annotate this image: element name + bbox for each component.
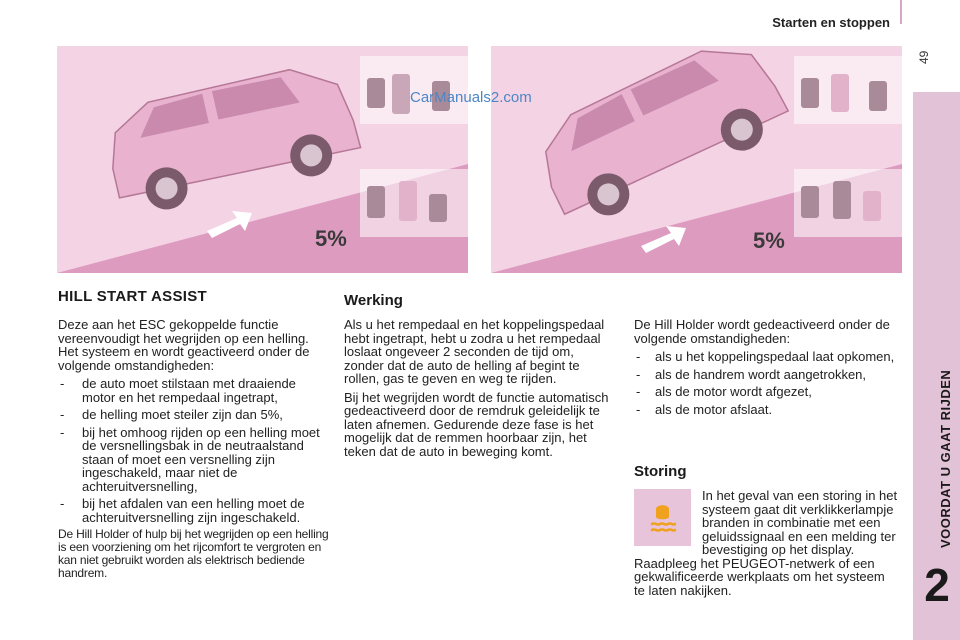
activation-conditions-list: [58, 377, 330, 524]
chapter-title: VOORDAT U GAAT RIJDEN: [938, 369, 953, 548]
downhill-illustration: [491, 46, 902, 273]
watermark-link[interactable]: CarManuals2.com: [410, 89, 532, 106]
chapter-number: 2: [924, 559, 950, 611]
werking-paragraph-2: Bij het wegrijden wordt de functie automatisch gedeactiveerd door de remdruk geleidelijk te laten afnemen. Gedurende deze fase is het mogelijk dat de remmen hoorbaar zijn, het teken dat de auto in beweging komt.: [344, 389, 609, 459]
deactivation-list: [634, 350, 896, 416]
werking-heading: Werking: [344, 292, 403, 309]
list-item: - bij het omhoog rijden op een helling moet de versnellingsbak in de neutraalstand staan of moet een versnelling zijn ingeschakeld, maar niet de achteruitversnelling,: [60, 424, 320, 494]
deactivation-text: [634, 318, 896, 420]
pedals-bottom: [794, 169, 902, 237]
page-number: 49: [917, 50, 931, 64]
uphill-illustration: [57, 46, 468, 273]
header-divider: [900, 0, 902, 24]
storing-text: [634, 489, 898, 597]
list-item: - als de motor afslaat.: [636, 401, 773, 417]
slope-label: 5%: [753, 228, 785, 253]
pedals-top: [794, 56, 902, 124]
note-paragraph: De Hill Holder of hulp bij het wegrijden op een helling is een voorziening om het rijcomfort te vergroten en kan niet gebruikt worden als elektrisch bediende handrem.: [58, 527, 329, 580]
section-title: HILL START ASSIST: [58, 288, 207, 305]
list-item: - als de motor wordt afgezet,: [636, 384, 812, 399]
hill-start-description: [58, 318, 330, 585]
pedals-bottom: [360, 169, 468, 237]
slope-label: 5%: [315, 226, 347, 251]
list-item: - als de handrem wordt aangetrokken,: [636, 366, 867, 382]
running-header: Starten en stoppen: [772, 15, 890, 30]
list-item: - bij het afdalen van een helling moet de achteruitversnelling zijn ingeschakeld.: [60, 496, 305, 525]
list-item: - als u het koppelingspedaal laat opkomen,: [636, 349, 895, 364]
list-item: - de auto moet stilstaan met draaiende motor en het rempedaal ingetrapt,: [60, 376, 296, 405]
car-figure: [102, 61, 366, 217]
intro-paragraph: Deze aan het ESC gekoppelde functie vereenvoudigt het wegrijden op een helling. Het systeem en wordt geactiveerd onder de volgende omstandigheden:: [58, 317, 310, 373]
storing-paragraph: In het geval van een storing in het systeem gaat dit verklikkerlampje branden in combinatie met een geluidssignaal en een melding ter bevestiging op het display. Raadpleeg het PEUGEOT-netwerk of een gekwalificeerde werkplaats om het systeem te laten nakijken.: [634, 488, 898, 598]
werking-paragraph-1: Als u het rempedaal en het koppelingspedaal hebt ingetrapt, hebt u zodra u het rempedaal loslaat ongeveer 2 seconden de tijd om, zonder dat de auto de helling af begint te rollen, gas te geven en weg te rijden.: [344, 317, 605, 386]
deactivation-intro: De Hill Holder wordt gedeactiveerd onder de volgende omstandigheden:: [634, 317, 890, 346]
werking-text: [344, 318, 616, 463]
storing-heading: Storing: [634, 463, 687, 480]
list-item: - de helling moet steiler zijn dan 5%,: [60, 407, 283, 422]
